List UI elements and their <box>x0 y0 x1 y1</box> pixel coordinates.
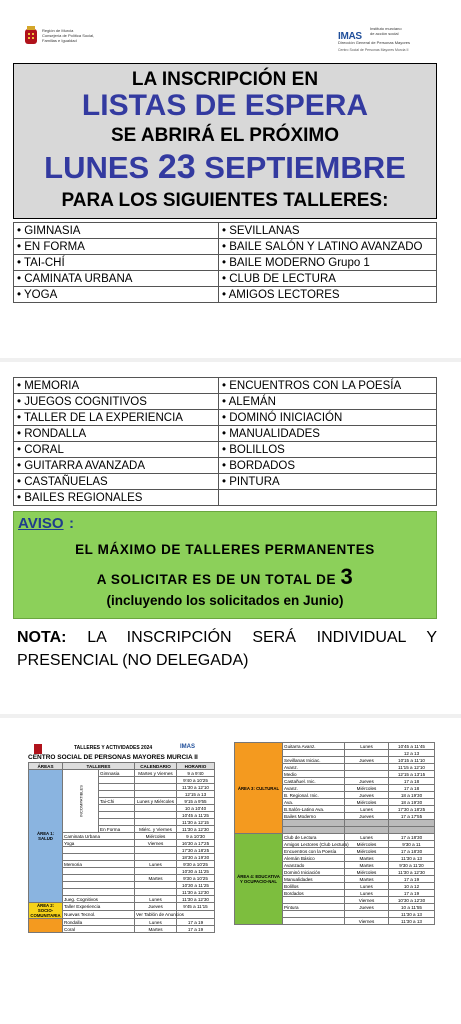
imas-department: Dirección General de Personas Mayores <box>338 40 411 45</box>
calendar: Viernes <box>345 918 389 925</box>
schedule-time: 11'30 a 12'30 <box>177 826 215 833</box>
announcement-line2: LISTAS DE ESPERA <box>81 89 369 122</box>
schedule-time: 17'30 a 18'25 <box>177 847 215 854</box>
calendar <box>135 889 177 896</box>
calendar: Jueves <box>345 778 389 785</box>
calendar: Miércoles <box>345 785 389 792</box>
workshop-name: Bailes Moderno <box>283 813 345 820</box>
workshop-item: • BAILE SALÓN Y LATINO AVANZADO <box>219 239 437 255</box>
nota-text: LA INSCRIPCIÓN SERÁ INDIVIDUAL Y PRESENCIAL (NO DELEGADA) <box>17 629 437 669</box>
schedule-time: 17 a 18'30 <box>389 848 435 855</box>
workshop-item <box>219 490 437 506</box>
aviso-line1: EL MÁXIMO DE TALLERES PERMANENTES <box>75 542 375 557</box>
schedule-time <box>389 820 435 827</box>
workshop-row <box>14 410 437 426</box>
calendar <box>135 784 177 791</box>
workshop-name: Nuevas Tecnol. <box>63 911 135 919</box>
workshop-row <box>14 442 437 458</box>
calendar <box>135 868 177 875</box>
schedule-time: 11'15 a 12'10 <box>389 764 435 771</box>
calendar <box>345 750 389 757</box>
workshop-name <box>63 854 135 861</box>
calendar <box>135 847 177 854</box>
workshop-name <box>99 805 135 812</box>
area-label: ÁREA 2: SOCIO-COMUNITARIA <box>30 903 61 918</box>
workshop-row <box>14 223 437 239</box>
workshop-name <box>283 827 345 834</box>
aviso-line2-text: A SOLICITAR ES DE UN TOTAL DE <box>96 572 341 587</box>
date-weekday: LUNES <box>44 150 158 185</box>
calendar: Miércoles <box>345 841 389 848</box>
workshop-row <box>14 490 437 506</box>
workshop-item: • AMIGOS LECTORES <box>219 287 437 303</box>
schedule-heading: CENTRO SOCIAL DE PERSONAS MAYORES MURCIA II <box>28 754 198 761</box>
schedule-time: 11'30 a 13 <box>389 918 435 925</box>
workshop-name: Yoga <box>63 840 135 847</box>
schedule-time: 10 a 11'55 <box>389 904 435 911</box>
workshop-name <box>63 882 135 889</box>
workshop-name: Tai-Chi <box>99 798 135 805</box>
calendar <box>135 819 177 826</box>
schedule-time: 11'30 a 13 <box>389 855 435 862</box>
area-label <box>29 919 63 933</box>
workshop-name: Castañuel. Inic. <box>283 778 345 785</box>
workshop-name: Encuentros con la Poesía <box>283 848 345 855</box>
calendar: Martes <box>345 862 389 869</box>
workshop-item: • PINTURA <box>219 474 437 490</box>
schedule-time: 17 a 18 <box>389 785 435 792</box>
schedule-page-right <box>234 742 434 1010</box>
workshop-item: • CASTAÑUELAS <box>14 474 219 490</box>
calendar <box>135 854 177 861</box>
schedule-time: 9 a 10'30 <box>177 833 215 840</box>
workshop-name: Avanzado <box>283 862 345 869</box>
workshop-name: Gimnasia <box>99 770 135 777</box>
workshop-row <box>14 426 437 442</box>
calendar: Lunes <box>345 743 389 750</box>
schedule-time: 9'45 a 11'15 <box>177 903 215 911</box>
calendar: Jueves <box>345 792 389 799</box>
schedule-time: 10'45 a 11'25 <box>177 812 215 819</box>
workshop-item: • JUEGOS COGNITIVOS <box>14 394 219 410</box>
schedule-time: 9'30 a 10'25 <box>177 861 215 868</box>
aviso-colon: : <box>69 515 74 532</box>
workshop-name: Amigos Lectores (Club Lectura) <box>284 841 349 847</box>
workshop-item: • ALEMÁN <box>219 394 437 410</box>
workshop-table-2 <box>13 377 437 506</box>
calendar: Miércoles <box>345 848 389 855</box>
calendar <box>135 805 177 812</box>
schedule-time: 11'30 a 12'30 <box>177 896 215 903</box>
workshop-name <box>283 750 345 757</box>
section-divider <box>0 358 461 362</box>
workshop-item: • EN FORMA <box>14 239 219 255</box>
workshop-name: Bordados <box>283 890 345 897</box>
date-month: SEPTIEMBRE <box>195 150 406 185</box>
calendar: Ver Tablón de Anuncios <box>136 912 184 917</box>
schedule-image <box>22 738 438 1014</box>
workshop-name: Caminata Urbana <box>63 833 135 840</box>
workshop-name <box>283 897 345 904</box>
schedule-time: 11'30 a 12'15 <box>177 819 215 826</box>
schedule-row <box>29 903 215 911</box>
workshop-name: Avanz. <box>283 785 345 792</box>
schedule-row <box>235 743 435 750</box>
workshop-name <box>99 791 135 798</box>
calendar <box>135 777 177 784</box>
schedule-time: 12'15 a 13'15 <box>389 771 435 778</box>
schedule-time: 17 a 18'30 <box>389 834 435 841</box>
col-header: HORARIO <box>177 763 215 770</box>
imas-center-name: Centro Social de Personas Mayores Murcia II <box>338 48 409 52</box>
workshop-item: • RONDALLA <box>14 426 219 442</box>
workshop-name: B.Salón-Latino Ava. <box>283 806 345 813</box>
workshop-item: • CAMINATA URBANA <box>14 271 219 287</box>
calendar: Viernes <box>135 840 177 847</box>
workshop-name <box>63 868 135 875</box>
schedule-time: 10'30 a 11'25 <box>177 882 215 889</box>
calendar: Jueves <box>135 903 177 911</box>
calendar: Miércoles <box>345 869 389 876</box>
schedule-header-row <box>29 763 215 770</box>
workshop-name <box>63 889 135 896</box>
region-logo-text <box>42 28 106 43</box>
workshop-item: • BAILES REGIONALES <box>14 490 219 506</box>
calendar: Lunes <box>345 883 389 890</box>
schedule-time: 11'30 a 13 <box>389 911 435 918</box>
workshop-item: • BORDADOS <box>219 458 437 474</box>
calendar: Lunes y Miércoles <box>135 798 177 805</box>
schedule-time: 17 a 19 <box>389 876 435 883</box>
calendar: Lunes <box>135 919 177 926</box>
area-label: ÁREA 4: EDUCATIVA Y OCUPACIO-NAL <box>235 834 283 925</box>
calendar <box>345 827 389 834</box>
announcement-date <box>14 148 436 187</box>
calendar: Martes <box>135 875 177 882</box>
workshop-item: • DOMINÓ INICIACIÓN <box>219 410 437 426</box>
schedule-page-left <box>24 738 216 1010</box>
calendar: Miércoles <box>135 833 177 840</box>
page-header <box>0 0 461 60</box>
workshop-row <box>14 394 437 410</box>
workshop-name: Avanz. <box>283 764 345 771</box>
calendar: Viernes <box>345 897 389 904</box>
workshop-name: Taller Experiencia <box>63 903 135 911</box>
imas-sub-line: Instituto murciano <box>370 26 402 31</box>
calendar: Lunes <box>345 806 389 813</box>
workshop-row <box>14 271 437 287</box>
calendar: Lunes <box>135 861 177 868</box>
schedule-table-right <box>234 742 435 925</box>
workshop-item: • TALLER DE LA EXPERIENCIA <box>14 410 219 426</box>
workshop-name <box>99 819 135 826</box>
workshop-name: B. Regional. Inic. <box>283 792 345 799</box>
workshop-name: Sevillanas Iniciac. <box>283 757 345 764</box>
workshop-item: • BAILE MODERNO Grupo 1 <box>219 255 437 271</box>
workshop-item: • CORAL <box>14 442 219 458</box>
schedule-time: 10'15 a 11'10 <box>389 757 435 764</box>
workshop-item: • GIMNASIA <box>14 223 219 239</box>
schedule-time: 10'30 a 12'30 <box>389 897 435 904</box>
workshop-item: • TAI-CHÍ <box>14 255 219 271</box>
workshop-name: Jueg. Cognitivos <box>63 896 135 903</box>
schedule-time: 17 a 19 <box>389 890 435 897</box>
region-logo-line: Región de Murcia <box>42 28 74 33</box>
workshop-name <box>63 875 135 882</box>
workshop-name: Coral <box>63 926 135 933</box>
workshop-row <box>14 287 437 303</box>
nota-label: NOTA: <box>17 629 67 646</box>
schedule-time: 9'30 a 11 <box>389 841 435 848</box>
schedule-time: 12 a 13 <box>389 750 435 757</box>
announcement-line5: PARA LOS SIGUIENTES TALLERES: <box>61 190 389 211</box>
calendar <box>135 812 177 819</box>
workshop-name: Manualidades <box>283 876 345 883</box>
workshop-item: • GUITARRA AVANZADA <box>14 458 219 474</box>
schedule-table-left <box>28 762 215 933</box>
calendar: Miércoles <box>345 799 389 806</box>
workshop-item: • MANUALIDADES <box>219 426 437 442</box>
workshop-name <box>99 812 135 819</box>
workshop-name: Ava. <box>283 799 345 806</box>
imas-subtitle <box>370 27 402 36</box>
incompatibles-label: INCOMPATIBLES <box>63 770 99 833</box>
calendar: Jueves <box>345 757 389 764</box>
calendar: Martes <box>345 855 389 862</box>
schedule-time <box>389 827 435 834</box>
calendar <box>135 791 177 798</box>
calendar: Martes <box>135 926 177 933</box>
workshop-name: Dominó Iniciación <box>283 869 345 876</box>
crest-icon <box>34 744 42 754</box>
crest-icon <box>24 26 38 46</box>
imas-wordmark: IMAS <box>338 31 362 42</box>
calendar: Martes <box>345 876 389 883</box>
schedule-time: 10 a 12 <box>389 883 435 890</box>
region-murcia-logo <box>24 26 104 50</box>
calendar: Jueves <box>345 813 389 820</box>
workshop-item: • BOLILLOS <box>219 442 437 458</box>
schedule-time: 10'45 a 11'45 <box>389 743 435 750</box>
calendar <box>345 771 389 778</box>
section-divider <box>0 714 461 718</box>
workshop-row <box>14 255 437 271</box>
workshop-name: Alemán Básico <box>283 855 345 862</box>
aviso-line2 <box>14 564 436 590</box>
area-label: ÁREA 1: SALUD <box>29 770 63 903</box>
announcement-box <box>13 63 437 219</box>
workshop-row <box>14 378 437 394</box>
workshop-name <box>99 777 135 784</box>
workshop-name: Medio <box>283 771 345 778</box>
workshop-name <box>283 820 345 827</box>
workshop-name <box>283 911 345 918</box>
calendar <box>135 882 177 889</box>
schedule-time: 18 a 19'30 <box>389 799 435 806</box>
schedule-time: 10'30 a 11'25 <box>177 868 215 875</box>
col-header: ÁREAS <box>29 763 63 770</box>
workshop-row <box>14 474 437 490</box>
schedule-time: 9'30 a 11'20 <box>389 862 435 869</box>
nota-paragraph <box>17 626 437 672</box>
announcement-line1: LA INSCRIPCIÓN EN <box>131 69 319 90</box>
schedule-time: 9 a 9'40 <box>177 770 215 777</box>
schedule-time: 17'30 a 18'25 <box>389 806 435 813</box>
aviso-title: AVISO <box>18 515 64 532</box>
date-day: 23 <box>157 148 196 186</box>
col-header: CALENDARIO <box>135 763 177 770</box>
workshop-item: • ENCUENTROS CON LA POESÍA <box>219 378 437 394</box>
col-header: TALLERES <box>63 763 135 770</box>
workshop-name: En Forma <box>99 826 135 833</box>
schedule-title: TALLERES Y ACTIVIDADES 2024 <box>74 745 153 751</box>
workshop-name: Memoria <box>63 861 135 868</box>
workshop-name: Guitarra Avanz. <box>283 743 345 750</box>
workshop-name <box>283 918 345 925</box>
schedule-time: 11'30 a 12'10 <box>177 784 215 791</box>
schedule-time: 12'15 a 13 <box>177 791 215 798</box>
workshop-row <box>14 458 437 474</box>
region-logo-line: Consejería de Política Social, <box>42 33 95 38</box>
schedule-time: 9'30 a 10'25 <box>177 875 215 882</box>
calendar: Martes y Viernes <box>135 770 177 777</box>
schedule-row <box>29 919 215 926</box>
aviso-line3: (incluyendo los solicitados en Junio) <box>106 593 344 608</box>
workshop-name: Pintura <box>283 904 345 911</box>
workshop-name: Bolillos <box>283 883 345 890</box>
calendar: Lunes <box>135 896 177 903</box>
calendar <box>345 820 389 827</box>
schedule-time: 18'30 a 19'30 <box>177 854 215 861</box>
workshop-item: • YOGA <box>14 287 219 303</box>
area-label: ÁREA 3: CULTURAL <box>235 743 283 834</box>
calendar: Jueves <box>345 904 389 911</box>
workshop-table-1 <box>13 222 437 303</box>
workshop-name: Club de Lectura <box>283 834 345 841</box>
aviso-box <box>13 511 437 619</box>
calendar <box>345 911 389 918</box>
calendar: Lunes <box>345 890 389 897</box>
workshop-name: Rondalla <box>63 919 135 926</box>
workshop-item: • MEMORIA <box>14 378 219 394</box>
schedule-time: 17 a 18 <box>389 778 435 785</box>
workshop-name <box>63 847 135 854</box>
imas-logo <box>338 26 448 58</box>
aviso-max-number: 3 <box>340 564 354 589</box>
calendar: Miérc. y Viernes <box>135 826 177 833</box>
region-logo-line: Familias e Igualdad <box>42 38 77 43</box>
schedule-time: 9'15 a 9'55 <box>177 798 215 805</box>
imas-wordmark: IMAS <box>180 744 195 750</box>
schedule-time: 11'30 a 12'30 <box>177 889 215 896</box>
workshop-item: • CLUB DE LECTURA <box>219 271 437 287</box>
schedule-time: 18 a 19'30 <box>389 792 435 799</box>
calendar: Lunes <box>345 834 389 841</box>
calendar <box>345 764 389 771</box>
schedule-time: 16'30 a 17'25 <box>177 840 215 847</box>
schedule-row <box>29 770 215 777</box>
schedule-time: 17 a 17'55 <box>389 813 435 820</box>
workshop-item: • SEVILLANAS <box>219 223 437 239</box>
workshop-row <box>14 239 437 255</box>
imas-sub-line: de acción social <box>370 30 399 36</box>
schedule-time: 9'40 a 10'25 <box>177 777 215 784</box>
schedule-time: 10 a 10'40 <box>177 805 215 812</box>
workshop-name <box>99 784 135 791</box>
announcement-line3: SE ABRIRÁ EL PRÓXIMO <box>110 125 340 146</box>
schedule-row <box>235 834 435 841</box>
schedule-time: 17 a 19 <box>177 926 215 933</box>
schedule-time: 11'30 a 12'30 <box>389 869 435 876</box>
schedule-time: 17 a 19 <box>177 919 215 926</box>
